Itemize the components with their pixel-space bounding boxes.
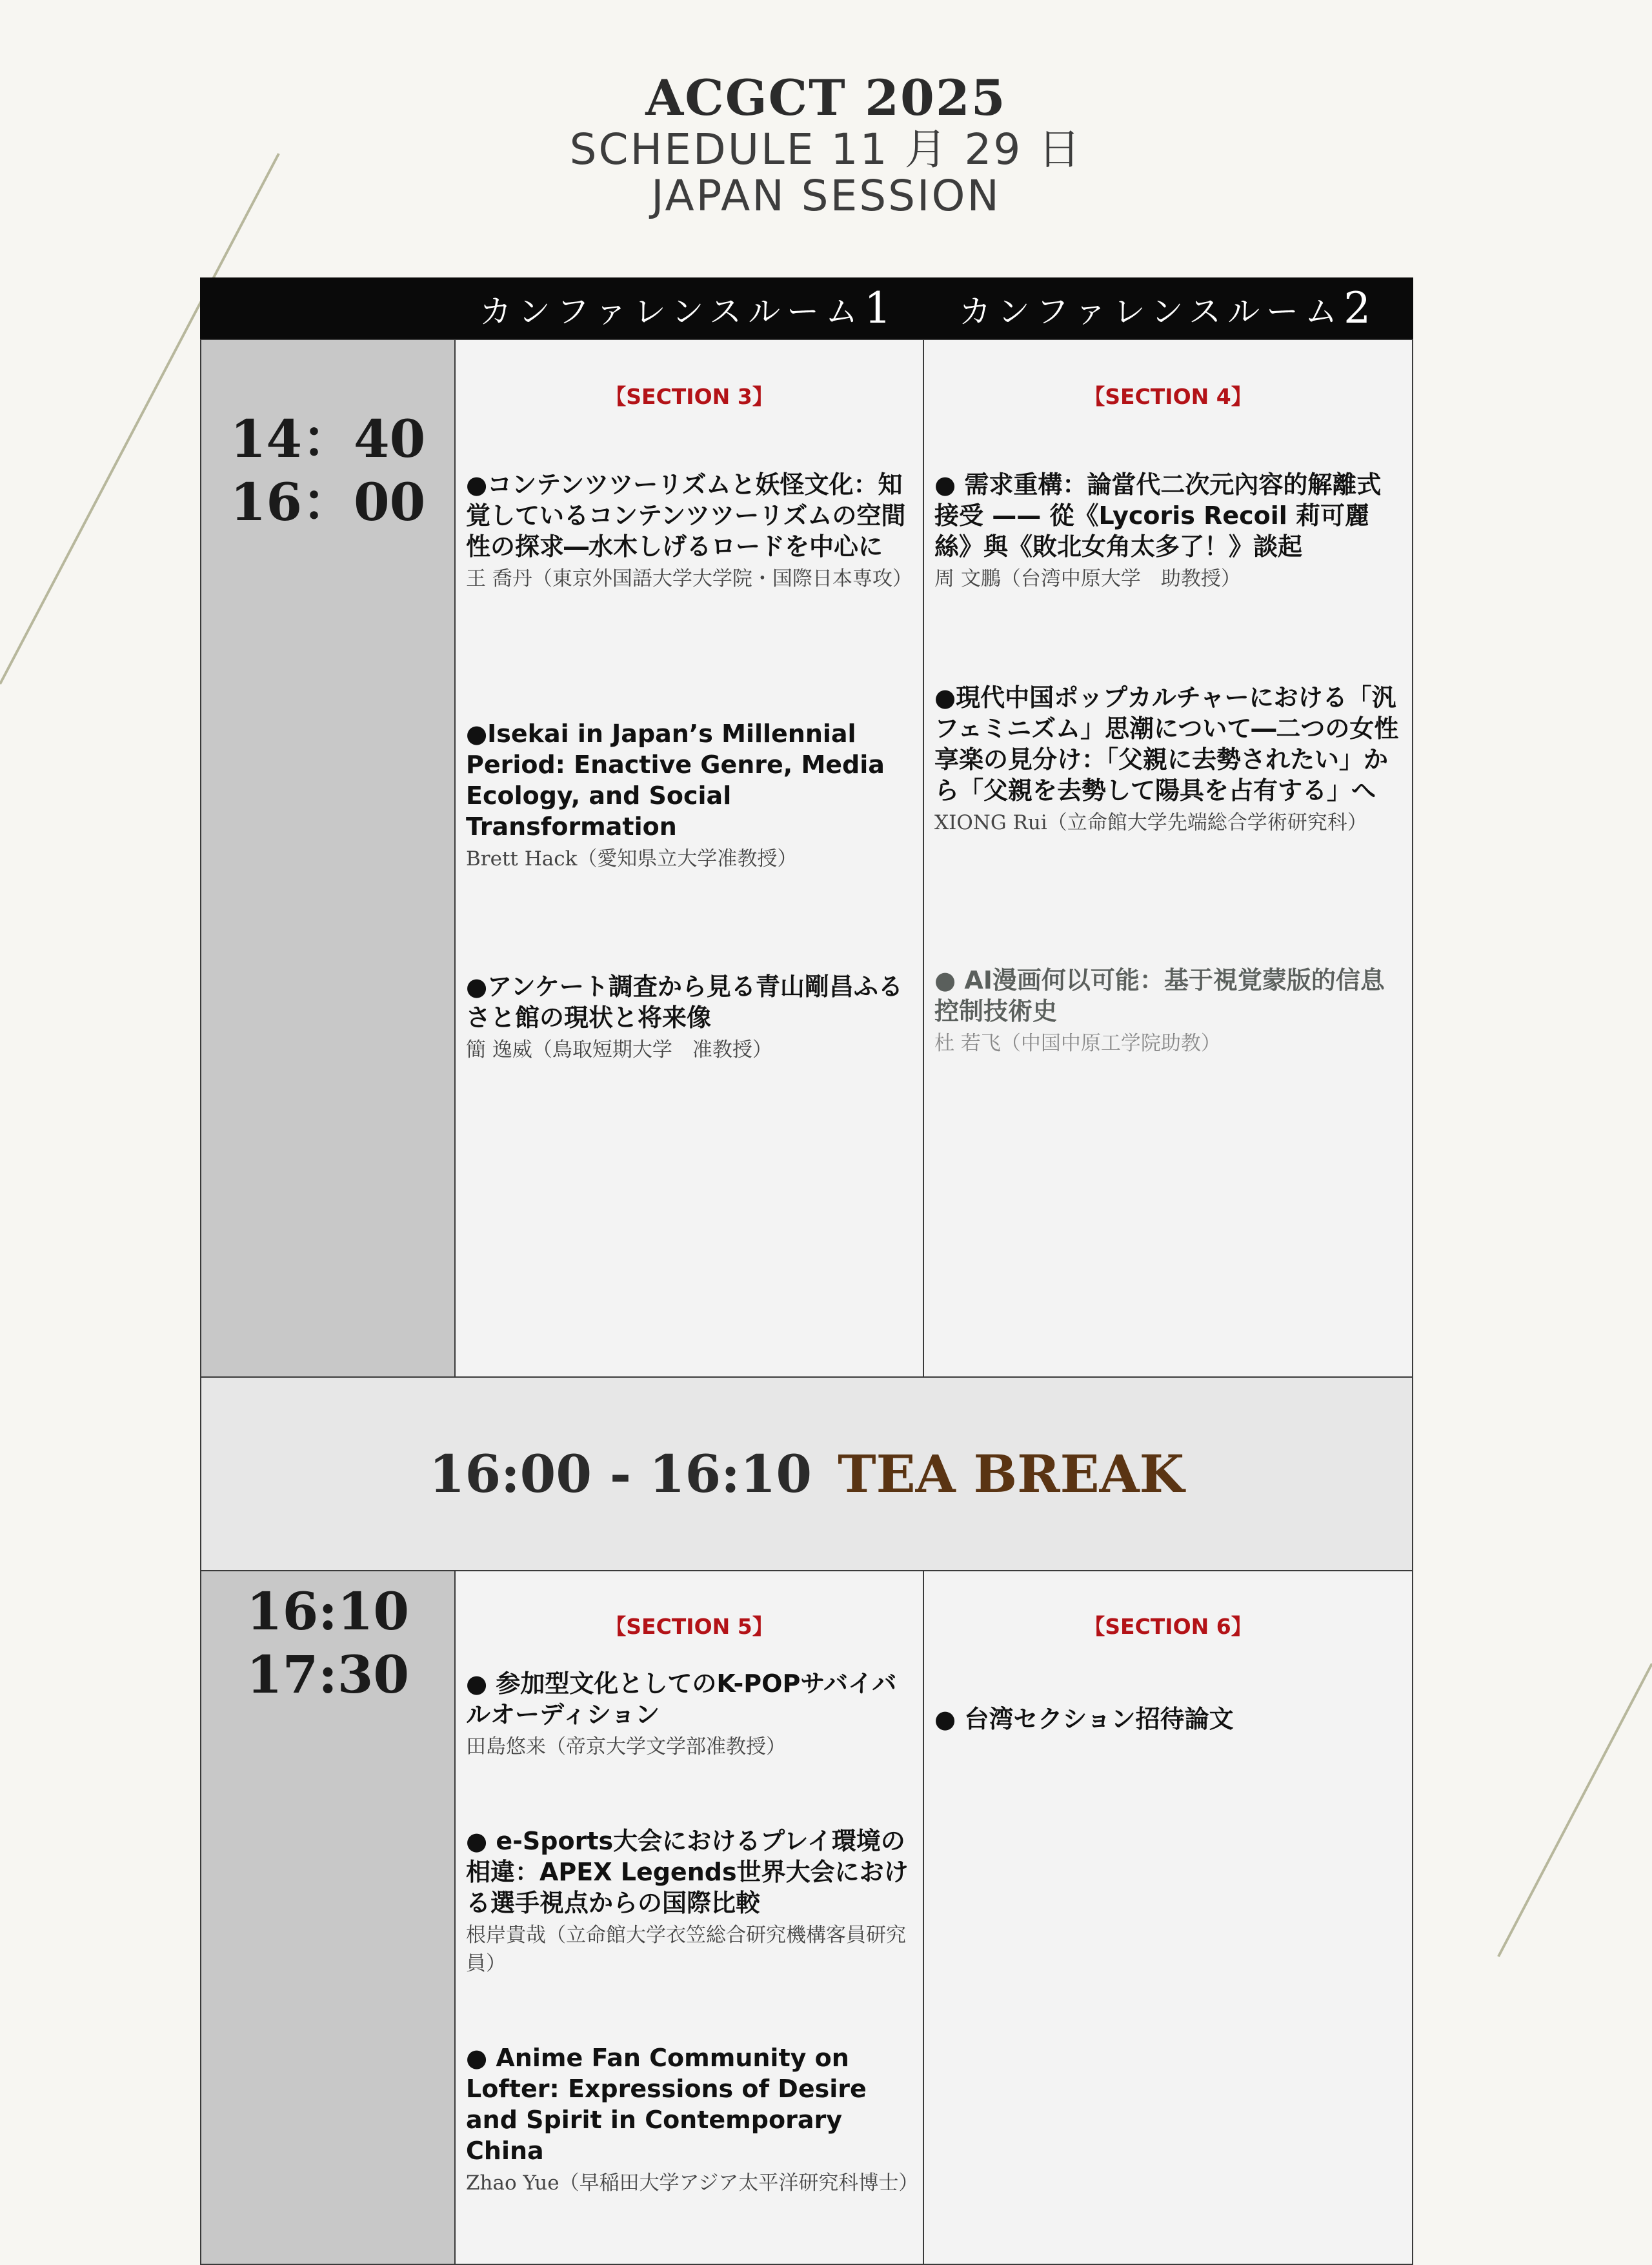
section-5-label: 【SECTION 5】 (605, 1614, 774, 1639)
room-header-bar (200, 277, 1413, 339)
tea-break-row (200, 1376, 1413, 1571)
paper-item (466, 718, 915, 873)
paper-item (466, 1668, 915, 1761)
section-3-cell (454, 339, 924, 1378)
paper-item (934, 1704, 1404, 1735)
section-4-cell (923, 339, 1413, 1378)
paper-author: Zhao Yue（早稲田大学アジア太平洋研究科博士） (466, 2171, 919, 2195)
time-slot-2-start: 16:10 (246, 1581, 410, 1642)
schedule-date: SCHEDULE 11 月 29 日 (569, 125, 1083, 174)
paper-author: 王 喬丹（東京外国語大学大学院・国際日本専攻） (466, 567, 912, 590)
paper-title: ● 参加型文化としてのK-POPサバイバルオーディション (466, 1669, 897, 1729)
paper-item (466, 1826, 915, 1978)
paper-item (934, 965, 1404, 1058)
section-3-label: 【SECTION 3】 (605, 384, 774, 409)
paper-item (934, 682, 1404, 837)
room-1-number: 1 (864, 283, 898, 333)
paper-author: Brett Hack（愛知県立大学准教授） (466, 847, 798, 871)
tea-break-text (201, 1378, 1412, 1570)
paper-author: 周 文鵬（台湾中原大学 助教授） (934, 567, 1241, 590)
paper-title: ●現代中国ポップカルチャーにおける「汎フェミニズム」思潮について―二つの女性享楽の見分け：「父親に去勢されたい」から「父親を去勢して陽具を占有する」へ (934, 683, 1399, 805)
paper-item (934, 469, 1404, 593)
schedule-table (200, 277, 1413, 2195)
paper-item (466, 971, 915, 1064)
room-header-1 (454, 277, 923, 339)
time-slot-2 (200, 1570, 456, 2265)
paper-author: 根岸貴哉（立命館大学衣笠総合研究機構客員研究員） (466, 1924, 906, 1975)
paper-title: ●アンケート調査から見る青山剛昌ふるさと館の現状と将来像 (466, 972, 903, 1032)
paper-author: 簡 逸威（鳥取短期大学 准教授） (466, 1038, 772, 1062)
decorative-line-right (1498, 1664, 1652, 1957)
paper-title: ● e-Sports大会におけるプレイ環境の相違：APEX Legends世界大会における選手視点からの国際比較 (466, 1827, 909, 1917)
room-header-2 (923, 277, 1413, 339)
room-2-number: 2 (1344, 283, 1378, 333)
tea-break-label: TEA BREAK (838, 1444, 1185, 1504)
paper-item (466, 2042, 919, 2197)
section-5-cell (454, 1570, 924, 2265)
paper-title: ● 台湾セクション招待論文 (934, 1705, 1234, 1733)
session-name: JAPAN SESSION (651, 171, 1001, 221)
section-6-label: 【SECTION 6】 (1083, 1614, 1253, 1639)
time-slot-1-end: 16：00 (230, 472, 426, 532)
paper-author: XIONG Rui（立命館大学先端総合学術研究科） (934, 811, 1367, 834)
paper-title: ● 需求重構：論當代二次元內容的解離式接受 —— 從《Lycoris Recoil 莉可麗絲》與《敗北女角太多了！》談起 (934, 470, 1382, 561)
room-2-label: カンファレンスルーム (958, 293, 1344, 330)
paper-title: ● Anime Fan Community on Lofter: Expressions of Desire and Spirit in Contemporary China (466, 2044, 867, 2165)
page-header (0, 70, 1652, 219)
paper-item (466, 469, 915, 593)
page-title: ACGCT 2025 (645, 69, 1007, 126)
section-6-cell (923, 1570, 1413, 2265)
time-slot-1 (200, 339, 456, 1378)
room-1-label: カンファレンスルーム (479, 293, 865, 330)
section-4-label: 【SECTION 4】 (1083, 384, 1253, 409)
paper-title: ● AI漫画何以可能：基于視覚蒙版的信息控制技術史 (934, 966, 1385, 1025)
paper-title: ●Isekai in Japan’s Millennial Period: Enactive Genre, Media Ecology, and Social Transformation (466, 720, 885, 841)
tea-break-time: 16:00 - 16:10 (428, 1444, 812, 1504)
paper-author: 田島悠来（帝京大学文学部准教授） (466, 1735, 786, 1758)
paper-title: ●コンテンツツーリズムと妖怪文化：知覚しているコンテンツツーリズムの空間性の探求―水木しげるロードを中心に (466, 470, 906, 561)
time-slot-2-end: 17:30 (246, 1644, 410, 1705)
time-slot-1-start: 14：40 (230, 408, 426, 469)
paper-author: 杜 若飞（中国中原工学院助教） (934, 1032, 1221, 1055)
